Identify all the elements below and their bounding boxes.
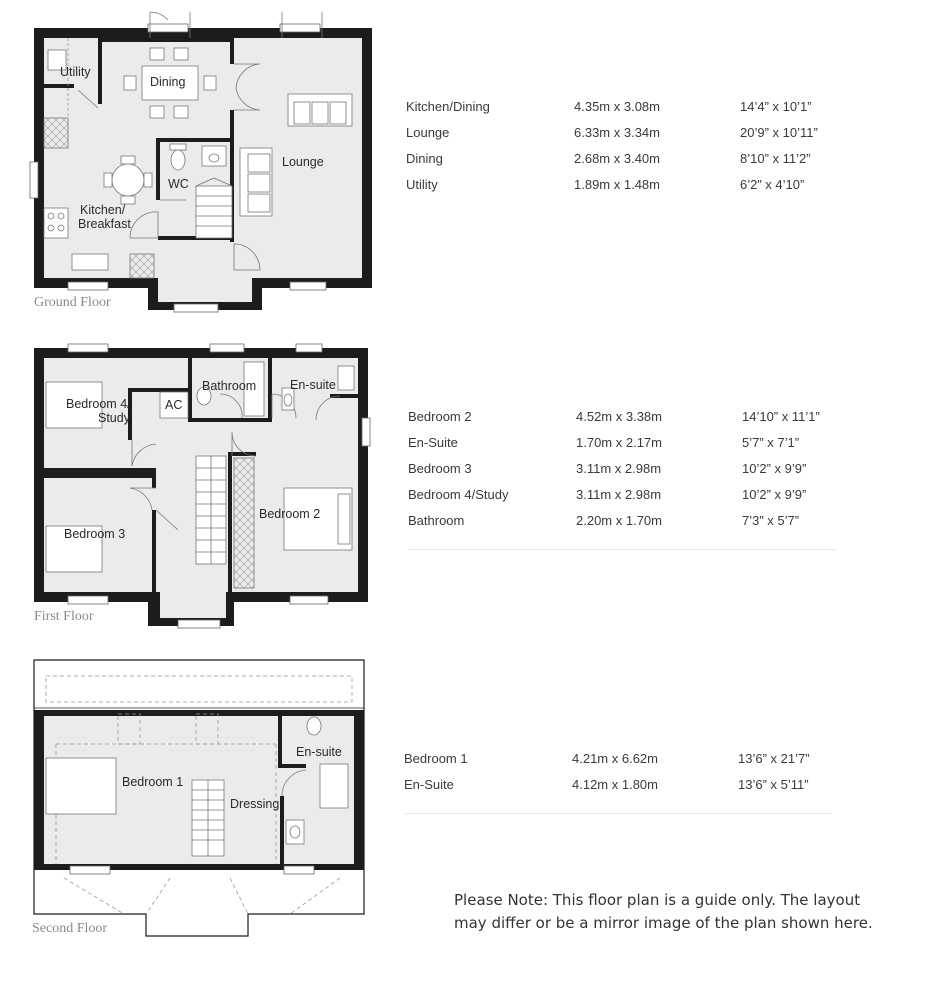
schedule-divider: [408, 549, 836, 550]
room-imperial: 8’10” x 11’2”: [740, 151, 811, 166]
dining-label: Dining: [150, 75, 186, 89]
kitchen-label-line2: Breakfast: [78, 217, 131, 231]
wardrobe-hatch: [234, 458, 254, 588]
room-name: Bedroom 3: [408, 461, 472, 476]
room-name: Bedroom 1: [404, 751, 468, 766]
room-imperial: 7’3” x 5’7”: [742, 513, 800, 528]
room-metric: 4.21m x 6.62m: [572, 751, 658, 766]
ground-floor-label: Ground Floor: [34, 295, 111, 310]
schedule-divider: [404, 813, 832, 814]
room-name: Kitchen/Dining: [406, 99, 490, 114]
room-name: Lounge: [406, 125, 450, 140]
room-metric: 1.89m x 1.48m: [574, 177, 660, 192]
room-metric: 4.52m x 3.38m: [576, 409, 662, 424]
ground-floor-plan: [30, 12, 372, 312]
room-name: Bedroom 2: [408, 409, 472, 424]
room-imperial: 10’2” x 9’9”: [742, 487, 807, 502]
bedroom2-label: Bedroom 2: [259, 507, 321, 521]
wc-label: WC: [168, 177, 189, 191]
room-imperial: 6’2” x 4’10”: [740, 177, 805, 192]
room-imperial: 5’7” x 7’1”: [742, 435, 800, 450]
room-metric: 1.70m x 2.17m: [576, 435, 662, 450]
second-floor-plan: [32, 660, 364, 936]
utility-label: Utility: [60, 65, 91, 79]
room-imperial: 13’6” x 5’11”: [738, 777, 809, 792]
bedroom4-label-line2: Study: [98, 411, 130, 425]
disclaimer-note: [454, 889, 924, 934]
kitchen-label-line1: Kitchen/: [80, 203, 126, 217]
lounge-label: Lounge: [282, 155, 324, 169]
ac-label: AC: [165, 398, 183, 412]
second-floor-label: Second Floor: [32, 921, 108, 936]
room-metric: 3.11m x 2.98m: [576, 461, 662, 476]
room-imperial: 20’9” x 10’11”: [740, 125, 818, 140]
room-name: Utility: [406, 177, 438, 192]
note-line-2: may differ or be a mirror image of the plan shown here.: [454, 913, 873, 932]
room-name: En-Suite: [408, 435, 458, 450]
bathroom-label: Bathroom: [202, 379, 257, 393]
room-name: Bathroom: [408, 513, 465, 528]
first-floor-label: First Floor: [34, 609, 94, 624]
room-metric: 4.12m x 1.80m: [572, 777, 658, 792]
room-imperial: 13’6” x 21’7”: [738, 751, 810, 766]
room-metric: 6.33m x 3.34m: [574, 125, 660, 140]
note-line-1: Please Note: This floor plan is a guide only. The layout: [454, 891, 861, 909]
second-staircase: [192, 780, 224, 856]
ground-staircase: [196, 178, 232, 238]
room-name: Bedroom 4/Study: [408, 487, 509, 502]
first-staircase: [196, 456, 226, 564]
dressing-label: Dressing: [230, 797, 280, 811]
bedroom4-label-line1: Bedroom 4/: [66, 397, 131, 411]
room-name: En-Suite: [404, 777, 454, 792]
bedroom1-label: Bedroom 1: [122, 775, 184, 789]
room-metric: 4.35m x 3.08m: [574, 99, 660, 114]
room-imperial: 14’4” x 10’1”: [740, 99, 812, 114]
room-imperial: 14’10” x 11’1”: [742, 409, 820, 424]
room-metric: 2.68m x 3.40m: [574, 151, 660, 166]
room-name: Dining: [406, 151, 443, 166]
room-metric: 2.20m x 1.70m: [576, 513, 662, 528]
second-ensuite-label: En-suite: [296, 745, 342, 759]
first-ensuite-label: En-suite: [290, 378, 336, 392]
room-metric: 3.11m x 2.98m: [576, 487, 662, 502]
first-floor-plan: [34, 344, 370, 628]
room-imperial: 10’2” x 9’9”: [742, 461, 807, 476]
bedroom3-label: Bedroom 3: [64, 527, 126, 541]
